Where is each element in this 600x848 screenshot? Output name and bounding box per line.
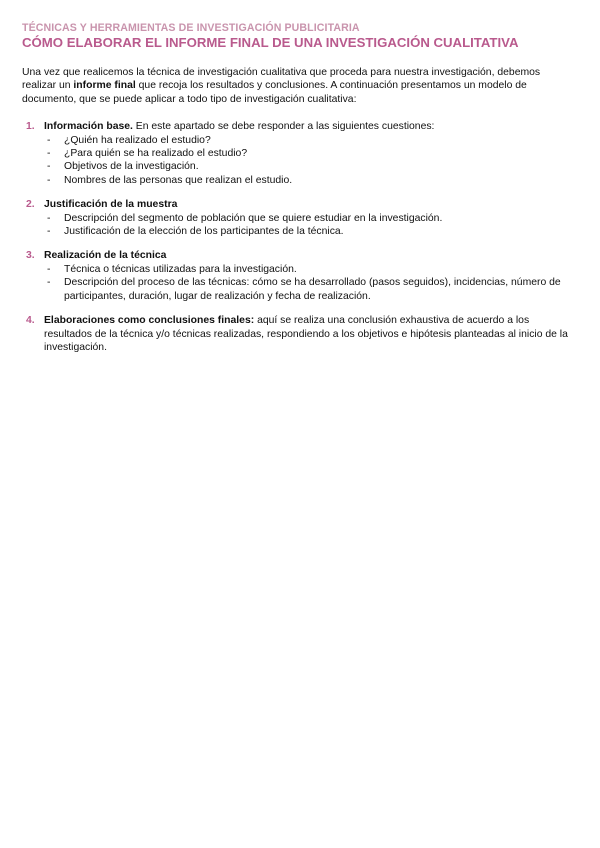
intro-text-2: que recoja los resultados y conclusiones. A continuación presentamos un modelo de documento, que se puede aplicar a todo tipo de investigación cualitativa:: [22, 80, 527, 105]
list-item-text: ¿Quién ha realizado el estudio?: [64, 134, 211, 146]
section-conclusiones-finales: [22, 314, 570, 354]
list-item-text: ¿Para quién se ha realizado el estudio?: [64, 148, 248, 160]
bullet-list: [44, 134, 570, 188]
list-item-text: Justificación de la elección de los participantes de la técnica.: [64, 226, 344, 238]
list-item: [44, 174, 570, 187]
section-heading: Justificación de la muestra: [44, 199, 178, 211]
list-item: [44, 147, 570, 160]
list-item: [44, 263, 570, 276]
section-list: [22, 120, 570, 354]
document-title: CÓMO ELABORAR EL INFORME FINAL DE UNA INVESTIGACIÓN CUALITATIVA: [22, 35, 519, 50]
list-item-text: Técnica o técnicas utilizadas para la investigación.: [64, 263, 297, 275]
dash-marker: -: [47, 134, 51, 146]
document-page: [22, 22, 570, 365]
section-text: En este apartado se debe responder a las siguientes cuestiones:: [132, 121, 435, 133]
list-item: [44, 160, 570, 173]
section-number: 1.: [26, 121, 35, 133]
dash-marker: -: [47, 277, 51, 289]
dash-marker: -: [47, 212, 51, 224]
course-kicker: TÉCNICAS Y HERRAMIENTAS DE INVESTIGACIÓN PUBLICITARIA: [22, 22, 360, 34]
section-number: 2.: [26, 199, 35, 211]
bullet-list: [44, 212, 570, 239]
section-heading: Elaboraciones como conclusiones finales:: [44, 315, 255, 327]
intro-text-1: Una vez que realicemos la técnica de investigación cualitativa que proceda para nuestra investigación, debemos realizar un: [22, 67, 541, 92]
section-number: 3.: [26, 250, 35, 262]
section-realizacion-tecnica: [22, 249, 570, 303]
section-heading: Realización de la técnica: [44, 250, 167, 262]
list-item: [44, 225, 570, 238]
dash-marker: -: [47, 226, 51, 238]
list-item-text: Objetivos de la investigación.: [64, 161, 199, 173]
list-item-text: Descripción del segmento de población que se quiere estudiar en la investigación.: [64, 212, 443, 224]
dash-marker: -: [47, 161, 51, 173]
section-number: 4.: [26, 315, 35, 327]
intro-paragraph: [22, 66, 570, 106]
section-justificacion-muestra: [22, 198, 570, 238]
section-informacion-base: [22, 120, 570, 187]
intro-bold: informe final: [73, 80, 136, 92]
list-item: [44, 212, 570, 225]
list-item-text: Descripción del proceso de las técnicas: cómo se ha desarrollado (pasos seguidos), incidencias, número de participantes, duración, lugar de realización y fecha de realización.: [64, 277, 561, 302]
bullet-list: [44, 263, 570, 303]
list-item: [44, 276, 570, 303]
section-text: aquí se realiza una conclusión exhaustiva de acuerdo a los resultados de la técnica y/o técnicas realizadas, respondiendo a los objetivos e hipótesis planteadas al inicio de la investigación.: [44, 315, 568, 353]
list-item: [44, 134, 570, 147]
section-heading: Información base.: [44, 121, 133, 133]
list-item-text: Nombres de las personas que realizan el estudio.: [64, 174, 293, 186]
dash-marker: -: [47, 148, 51, 160]
dash-marker: -: [47, 174, 51, 186]
dash-marker: -: [47, 263, 51, 275]
